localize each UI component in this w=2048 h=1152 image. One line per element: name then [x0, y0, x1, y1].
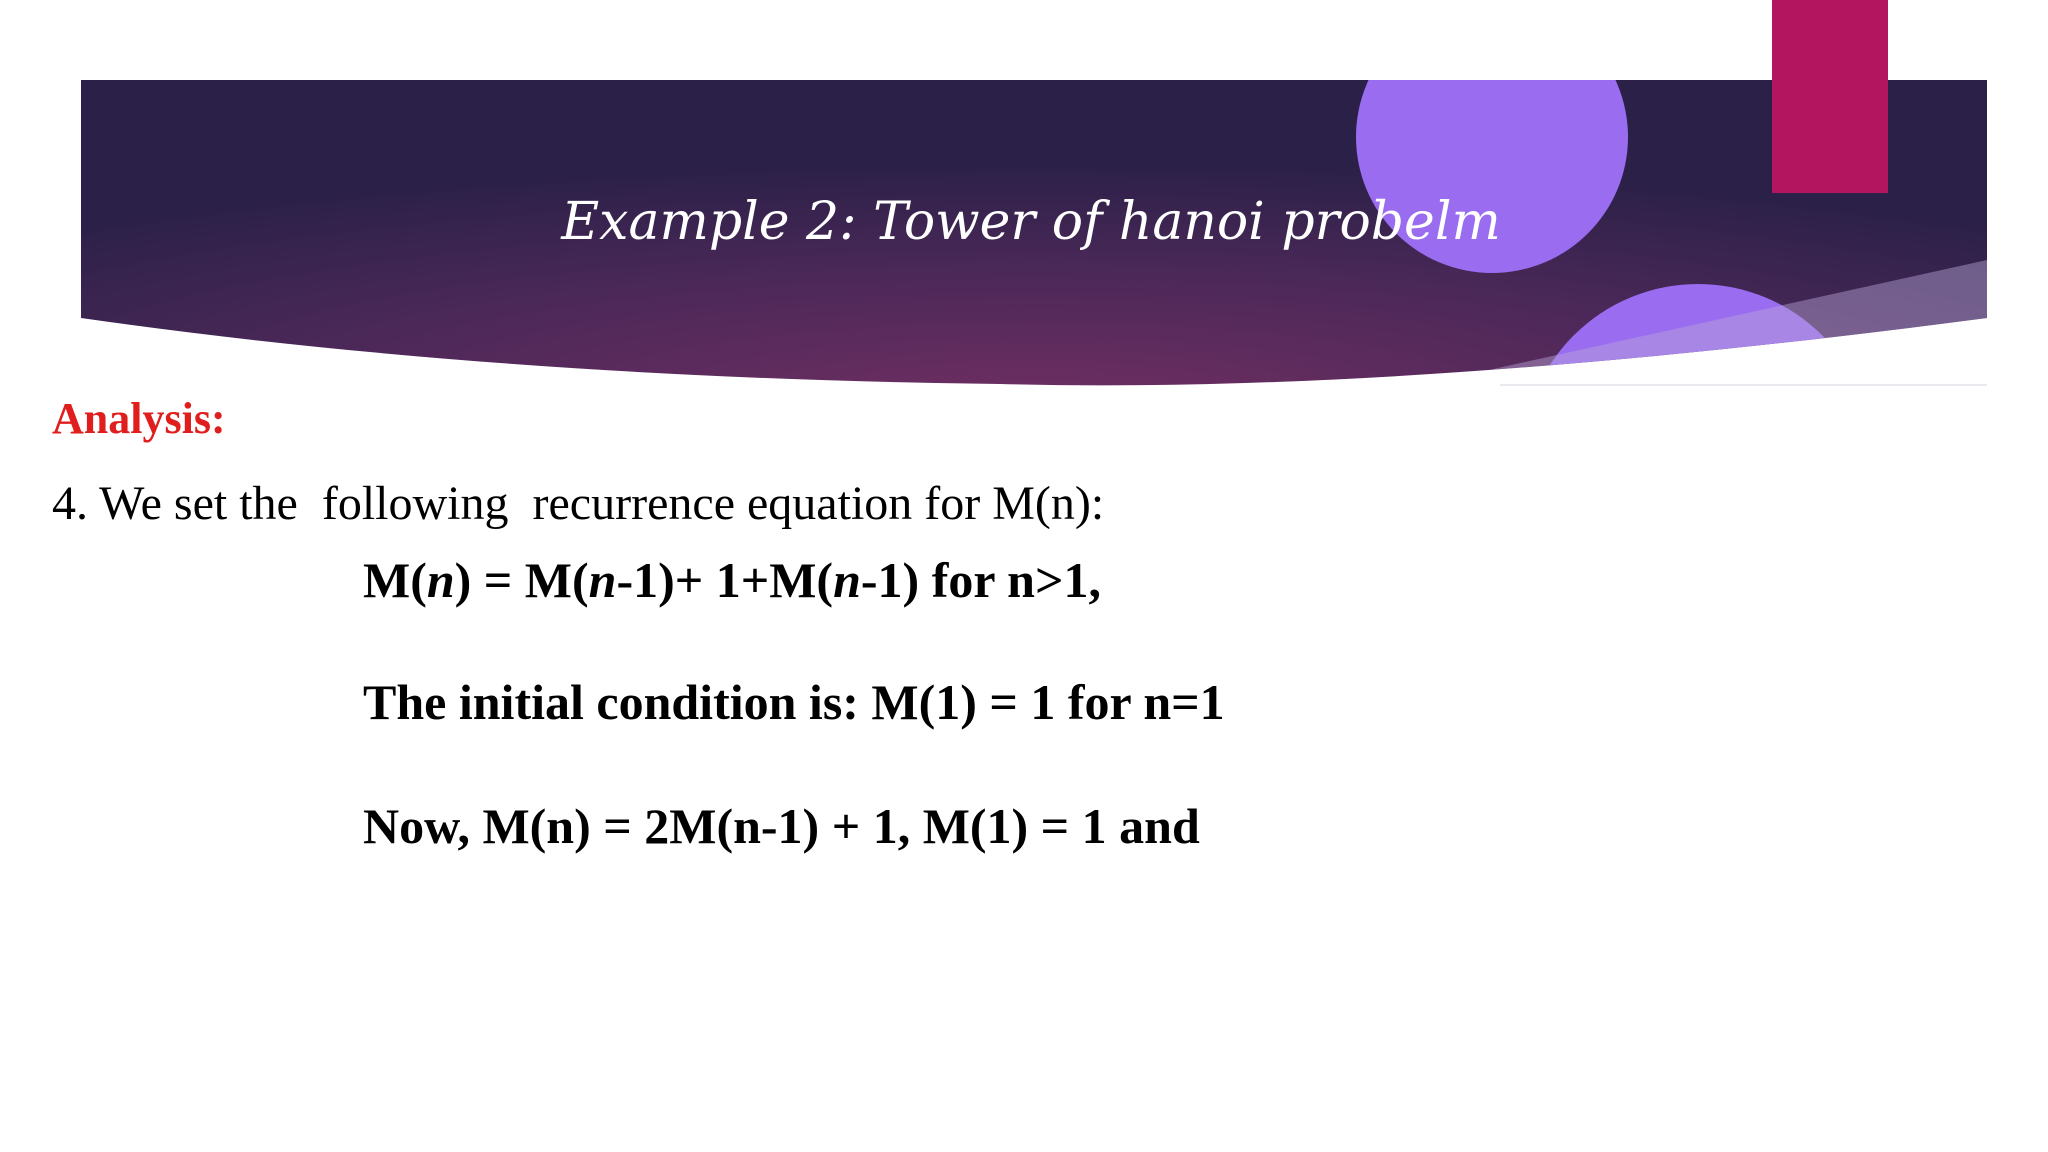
- initial-condition: The initial condition is: M(1) = 1 for n=1: [363, 674, 1225, 730]
- simplified-recurrence: Now, M(n) = 2M(n-1) + 1, M(1) = 1 and: [363, 798, 1200, 854]
- recurrence-equation: [363, 550, 1101, 610]
- eq-variable-n: n: [588, 552, 617, 608]
- eq-part: -1)+ 1+M(: [616, 552, 834, 608]
- eq-part: M(: [363, 552, 427, 608]
- slide-title: Example 2: Tower of hanoi probelm: [561, 192, 1501, 252]
- eq-variable-n: n: [833, 552, 861, 608]
- eq-part: -1) for n>1,: [860, 552, 1101, 608]
- decor-accent-bar: [1772, 0, 1888, 193]
- point-4-text: 4. We set the following recurrence equation for M(n):: [52, 477, 1105, 530]
- analysis-heading: Analysis:: [52, 394, 226, 443]
- eq-variable-n: n: [426, 552, 455, 608]
- eq-part: ) = M(: [454, 552, 589, 608]
